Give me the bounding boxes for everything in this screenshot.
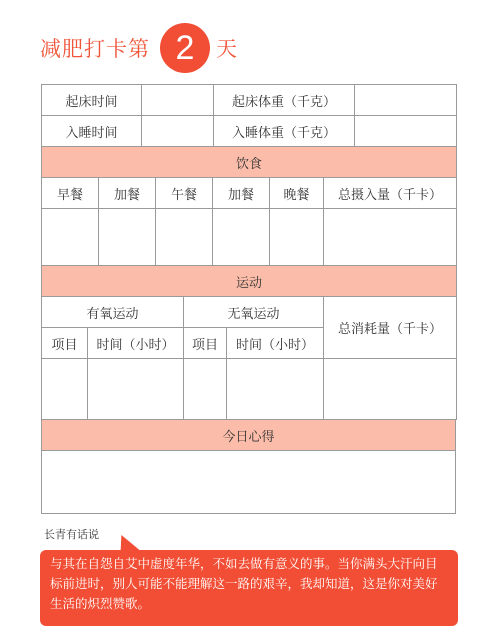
total-burn-field[interactable] xyxy=(324,359,457,420)
breakfast-header: 早餐 xyxy=(42,178,99,209)
aerobic-header: 有氧运动 xyxy=(42,297,184,328)
title-suffix: 天 xyxy=(216,37,238,61)
snack-header: 加餐 xyxy=(213,178,270,209)
anaerobic-item-field[interactable] xyxy=(184,359,227,420)
speech-bubble-tail xyxy=(111,535,140,551)
message-caption: 长青有话说 xyxy=(44,528,99,541)
basic-info-table xyxy=(41,84,457,147)
notes-table xyxy=(41,419,456,514)
wake-time-label: 起床时间 xyxy=(42,85,142,116)
dinner-field[interactable] xyxy=(270,209,324,266)
aerobic-item-field[interactable] xyxy=(42,359,88,420)
total-intake-header: 总摄入量（千卡） xyxy=(324,178,457,209)
exercise-section-header: 运动 xyxy=(42,266,457,297)
total-burn-header: 总消耗量（千卡） xyxy=(324,297,457,359)
lunch-field[interactable] xyxy=(156,209,213,266)
wake-time-field[interactable] xyxy=(142,85,214,116)
message-bubble: 与其在自怨自艾中虚度年华，不如去做有意义的事。当你满头大汗向目标前进时，别人可能不能理解这一路的艰辛，我却知道，这是你对美好生活的炽烈赞歌。 xyxy=(40,550,458,626)
exercise-table xyxy=(41,265,457,420)
wake-weight-label: 起床体重（千克） xyxy=(214,85,355,116)
day-number-badge: 2 xyxy=(160,23,210,73)
total-intake-field[interactable] xyxy=(324,209,457,266)
aerobic-duration-header: 时间（小时） xyxy=(88,328,184,359)
diet-table xyxy=(41,146,457,266)
aerobic-item-header: 项目 xyxy=(42,328,88,359)
wake-weight-field[interactable] xyxy=(355,85,457,116)
checkin-form xyxy=(41,84,456,514)
sleep-time-field[interactable] xyxy=(142,116,214,147)
sleep-time-label: 入睡时间 xyxy=(42,116,142,147)
anaerobic-header: 无氧运动 xyxy=(184,297,324,328)
title-prefix: 减肥打卡第 xyxy=(40,37,150,61)
snack-field[interactable] xyxy=(99,209,156,266)
snack-header: 加餐 xyxy=(99,178,156,209)
sleep-weight-label: 入睡体重（千克） xyxy=(214,116,355,147)
diet-section-header: 饮食 xyxy=(42,147,457,178)
notes-section-header: 今日心得 xyxy=(42,420,456,451)
page-title xyxy=(40,24,238,72)
dinner-header: 晚餐 xyxy=(270,178,324,209)
sleep-weight-field[interactable] xyxy=(355,116,457,147)
anaerobic-duration-field[interactable] xyxy=(227,359,324,420)
aerobic-duration-field[interactable] xyxy=(88,359,184,420)
anaerobic-item-header: 项目 xyxy=(184,328,227,359)
breakfast-field[interactable] xyxy=(42,209,99,266)
snack-field[interactable] xyxy=(213,209,270,266)
lunch-header: 午餐 xyxy=(156,178,213,209)
anaerobic-duration-header: 时间（小时） xyxy=(227,328,324,359)
notes-field[interactable] xyxy=(42,451,456,514)
